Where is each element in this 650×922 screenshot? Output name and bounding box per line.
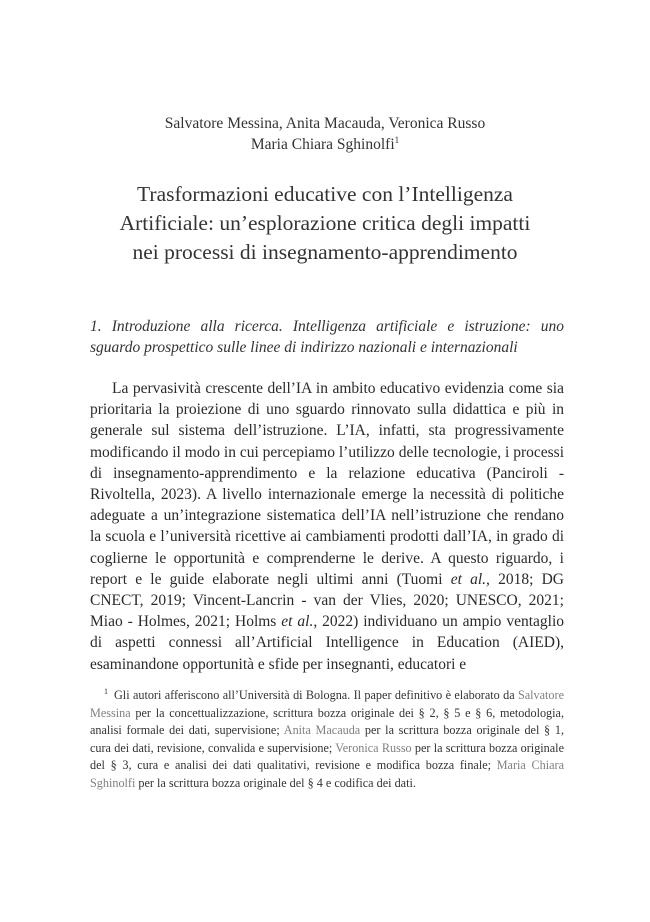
title-line-1: Trasformazioni educative con l’Intelligenza bbox=[137, 182, 513, 206]
footnote-text: per la scrittura bozza originale del § 4 e codifica dei dati. bbox=[135, 775, 416, 790]
footnote-text: per la concettualizzazione, scrittura bozza originale dei § 2, § 5 e § 6, metodologia, analisi formale dei dati, supervisione; bbox=[90, 705, 564, 738]
author-list bbox=[0, 113, 650, 155]
footnote-text: per la scrittura bozza originale del § 3, cura e analisi dei dati qualitativi, revisione e modifica bozza finale; bbox=[90, 740, 564, 773]
footnote-reference[interactable]: 1 bbox=[394, 134, 400, 145]
title-line-3: nei processi di insegnamento-apprendimento bbox=[132, 240, 518, 264]
author-link[interactable]: Anita Macauda bbox=[283, 723, 361, 738]
body-text-part: , 2022) individuano un ampio ventaglio di aspetti connessi all’Artificial Intelligence in Education (AIED), esaminandone opportunità e sfide per insegnanti, educatori e bbox=[90, 613, 565, 673]
title-line-2: Artificiale: un’esplorazione critica degli impatti bbox=[119, 211, 531, 235]
footnote-text: per la scrittura bozza originale del § 1, cura dei dati, revisione, convalida e supervisione; bbox=[90, 723, 564, 755]
citation-et-al: et al. bbox=[281, 613, 314, 631]
author-link[interactable]: Maria Chiara Sghinolfi bbox=[90, 758, 565, 790]
author-link[interactable]: Salvatore Messina bbox=[90, 688, 564, 720]
body-paragraph bbox=[90, 378, 564, 675]
body-text-part: 2018; DG CNECT, 2019; Vincent-Lancrin - van der Vlies, 2020; UNESCO, 2021; Miao - Holmes, 2021; Holms bbox=[90, 570, 564, 631]
paper-title bbox=[60, 180, 590, 267]
section-heading: 1. Introduzione alla ricerca. Intelligenza artificiale e istruzione: uno sguardo prospettico sulle linee di indirizzo nazionali e internazionali bbox=[90, 318, 564, 356]
author-link[interactable]: Veronica Russo bbox=[335, 740, 412, 755]
author-line-2 bbox=[0, 134, 650, 155]
footnote-mark: 1 bbox=[104, 686, 108, 696]
citation-et-al: et al., bbox=[450, 570, 490, 588]
footnote-text: Gli autori afferiscono all’Università di Bologna. Il paper definitivo è elaborato da bbox=[114, 688, 518, 702]
author-line-1: Salvatore Messina, Anita Macauda, Veronica Russo bbox=[164, 115, 486, 132]
author-name: Maria Chiara Sghinolfi bbox=[250, 136, 395, 153]
body-text-part: La pervasività crescente dell’IA in ambito educativo evidenzia come sia prioritaria la proiezione di uno sguardo rinnovato sulla didattica e più in generale sul sistema dell’istruzione. L’IA, infatti, sta progressivamente modificando il modo in cui percepiamo l’utilizzo delle tecnologie, i processi di insegnamento-apprendimento e la relazione educativa (Panciroli - Rivoltella, 2023). A livello internazionale emerge la necessità di politiche adeguate a un’integrazione sistematica dell’IA nell’istruzione che rendano la scuola e l’università ricettive ai cambiamenti prodotti dall’IA, in grado di coglierne le opportunità e comprenderne le derive. A questo riguardo, i report e le guide elaborate negli ultimi anni (Tuomi bbox=[90, 380, 564, 588]
footnote bbox=[90, 687, 564, 793]
